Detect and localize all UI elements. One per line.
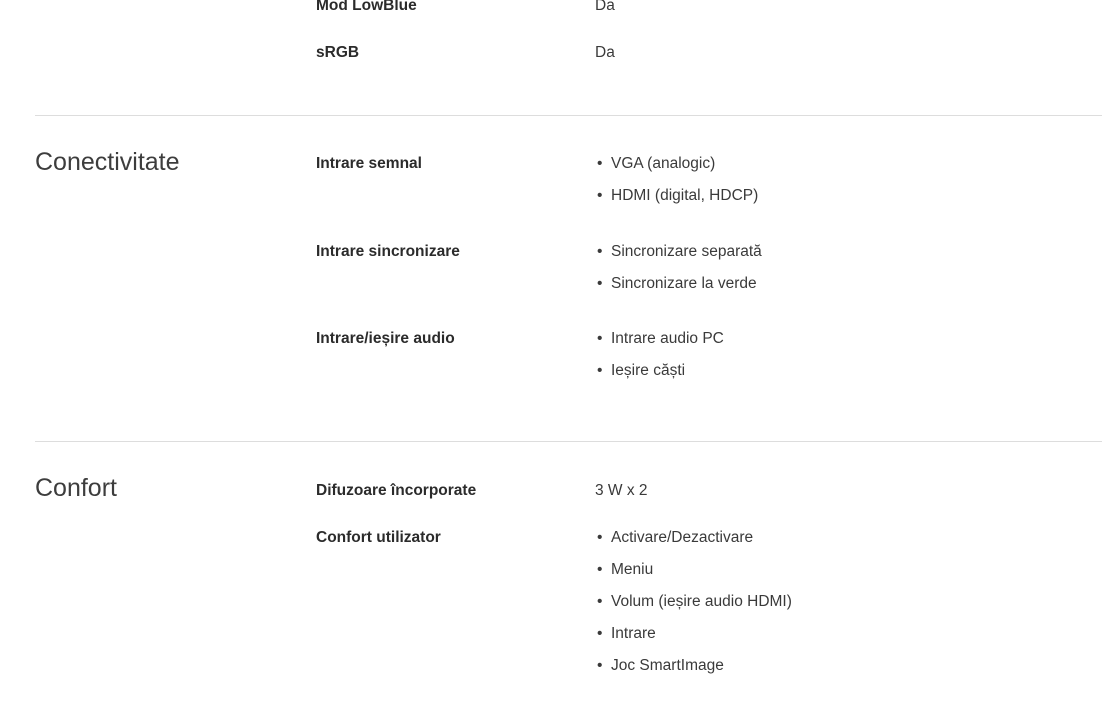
- spec-value-list: [595, 154, 758, 218]
- list-item: • HDMI (digital, HDCP): [595, 186, 758, 218]
- list-item: • Intrare audio PC: [595, 329, 724, 361]
- spec-value: Da: [595, 44, 615, 61]
- list-item: • Activare/Dezactivare: [595, 528, 792, 560]
- spec-label: Mod LowBlue: [316, 0, 417, 14]
- section-title-conectivitate: Conectivitate: [35, 148, 180, 176]
- spec-label: Intrare/ieșire audio: [316, 330, 455, 347]
- spec-value-list: [595, 528, 792, 688]
- spec-value: 3 W x 2: [595, 482, 648, 499]
- list-item: • Sincronizare la verde: [595, 274, 762, 306]
- spec-label: Confort utilizator: [316, 529, 441, 546]
- list-item: • Volum (ieșire audio HDMI): [595, 592, 792, 624]
- list-item: • Sincronizare separată: [595, 242, 762, 274]
- spec-label: Intrare sincronizare: [316, 243, 460, 260]
- spec-label: sRGB: [316, 44, 360, 61]
- list-item: • Intrare: [595, 624, 792, 656]
- list-item: • Joc SmartImage: [595, 656, 792, 688]
- spec-label: Intrare semnal: [316, 155, 422, 172]
- spec-value-list: [595, 329, 724, 393]
- section-divider: [35, 441, 1102, 442]
- spec-label: Difuzoare încorporate: [316, 482, 477, 499]
- list-item: • VGA (analogic): [595, 154, 758, 186]
- list-item: • Ieșire căști: [595, 361, 724, 393]
- spec-value: Da: [595, 0, 615, 14]
- section-title-confort: Confort: [35, 474, 117, 502]
- section-divider: [35, 115, 1102, 116]
- list-item: • Meniu: [595, 560, 792, 592]
- spec-value-list: [595, 242, 762, 306]
